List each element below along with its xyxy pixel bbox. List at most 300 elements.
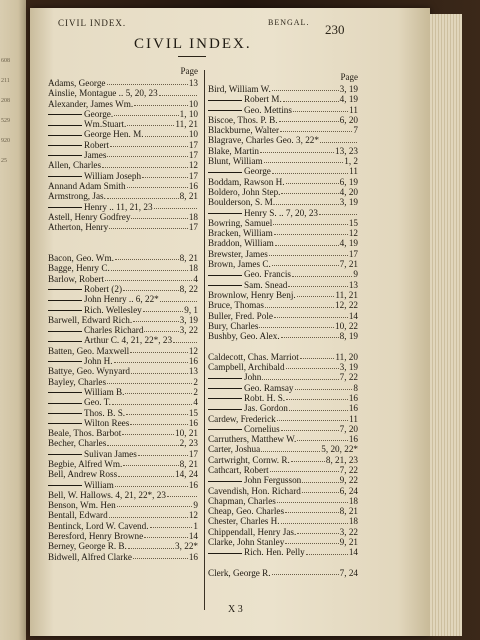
leader-dots bbox=[306, 547, 348, 554]
entry-name: John bbox=[208, 372, 261, 382]
facing-page-text: 529 bbox=[1, 118, 10, 124]
entry-name: George bbox=[208, 166, 271, 176]
entry-name: Geo. Mettins bbox=[208, 105, 292, 115]
entry-name: Geo. Francis bbox=[208, 269, 291, 279]
entry-pages: 18 bbox=[348, 516, 358, 527]
leader-dots bbox=[281, 424, 339, 431]
leader-dots bbox=[107, 191, 179, 198]
entry-pages: 3, 19 bbox=[339, 84, 358, 94]
entry-pages: 7, 24 bbox=[339, 567, 358, 578]
index-entry bbox=[48, 397, 198, 407]
entry-name: Blunt, William bbox=[208, 156, 263, 167]
entry-name: Ainslie, Montague .. 5, 20, 23 bbox=[48, 88, 158, 99]
entry-name: Caldecott, Chas. Marriot bbox=[208, 351, 299, 362]
entry-name: Cornelius bbox=[208, 424, 280, 434]
index-entry bbox=[208, 321, 358, 331]
entry-pages: 18 bbox=[188, 263, 198, 274]
index-entry bbox=[208, 166, 358, 176]
index-entry bbox=[208, 311, 358, 321]
index-entry bbox=[208, 280, 358, 290]
entry-pages: 14 bbox=[348, 547, 358, 558]
entry-name: James bbox=[48, 150, 106, 160]
entry-name: Cardew, Frederick bbox=[208, 413, 276, 424]
entry-name: Clerk, George R. bbox=[208, 567, 271, 578]
entry-pages: 4, 19 bbox=[339, 94, 358, 105]
entry-name: Annand Adam Smith bbox=[48, 180, 126, 191]
leader-dots bbox=[160, 294, 197, 301]
leader-dots bbox=[288, 280, 347, 287]
section-heading: BENGAL. bbox=[268, 18, 310, 27]
entry-pages: 10 bbox=[188, 129, 198, 140]
entry-name: Bentall, Edward bbox=[48, 510, 108, 521]
index-entry bbox=[208, 94, 358, 104]
leader-dots bbox=[275, 238, 339, 245]
entry-pages: 1, 10 bbox=[179, 108, 198, 119]
entry-pages: 9, 21 bbox=[339, 537, 358, 548]
entry-pages: 18 bbox=[188, 211, 198, 222]
signature-mark: X 3 bbox=[228, 604, 243, 615]
entry-name: Buller, Fred. Pole bbox=[208, 310, 273, 321]
index-entry bbox=[208, 547, 358, 557]
index-entry bbox=[208, 352, 358, 362]
leader-dots bbox=[281, 187, 338, 194]
entry-pages: 14, 24 bbox=[175, 469, 198, 480]
entry-name: Robert bbox=[48, 140, 109, 150]
entry-gap bbox=[48, 243, 198, 253]
entry-name: Robert M. bbox=[208, 94, 282, 104]
leader-dots bbox=[295, 383, 353, 390]
leader-dots bbox=[300, 352, 335, 359]
index-entry bbox=[208, 455, 358, 465]
leader-dots bbox=[265, 300, 334, 307]
entry-name: Bracken, William bbox=[208, 228, 273, 239]
entry-name: Rich. Wellesley bbox=[48, 305, 142, 315]
entry-pages: 8, 19 bbox=[339, 331, 358, 342]
index-entry bbox=[48, 469, 198, 479]
entry-pages: 2, 23 bbox=[179, 438, 198, 449]
entry-pages: 3, 19 bbox=[339, 362, 358, 373]
entry-pages: 13 bbox=[188, 78, 198, 88]
index-entry bbox=[48, 408, 198, 418]
leader-dots bbox=[144, 325, 178, 332]
index-entry bbox=[48, 510, 198, 520]
entry-name: Robert (2) bbox=[48, 284, 122, 294]
index-entry bbox=[48, 418, 198, 428]
leader-dots bbox=[150, 521, 193, 528]
leader-dots bbox=[270, 465, 339, 472]
entry-name: Henry S. .. 7, 20, 23 bbox=[208, 208, 318, 218]
entry-pages: 16 bbox=[348, 392, 358, 403]
entry-name: Cheap, Geo. Charles bbox=[208, 506, 285, 517]
page-number: 230 bbox=[325, 22, 345, 37]
entry-pages: 16 bbox=[188, 551, 198, 562]
entry-pages: 8, 21, 23 bbox=[325, 454, 358, 465]
index-entry bbox=[48, 171, 198, 181]
index-entry bbox=[48, 521, 198, 531]
index-entry bbox=[48, 366, 198, 376]
entry-name: Chester, Charles H. bbox=[208, 516, 280, 527]
leader-dots bbox=[262, 372, 338, 379]
index-entry bbox=[48, 377, 198, 387]
leader-dots bbox=[286, 362, 339, 369]
index-entry bbox=[208, 486, 358, 496]
entry-name: George Hen. M. bbox=[48, 129, 144, 139]
leader-dots bbox=[127, 181, 188, 188]
index-entry bbox=[208, 424, 358, 434]
entry-name: Rich. Hen. Pelly bbox=[208, 547, 305, 557]
leader-dots bbox=[142, 171, 188, 178]
index-entry bbox=[208, 208, 358, 218]
entry-name: Boulderson, S. M. bbox=[208, 197, 276, 208]
entry-pages: 13 bbox=[348, 279, 358, 290]
entry-pages: 6, 20 bbox=[339, 114, 358, 125]
leader-dots bbox=[130, 418, 188, 425]
entry-pages: 2 bbox=[193, 376, 198, 387]
leader-dots bbox=[105, 274, 192, 281]
entry-name: John H. bbox=[48, 356, 113, 366]
index-entry bbox=[48, 335, 198, 345]
entry-pages: 7, 22 bbox=[339, 372, 358, 383]
column-divider bbox=[204, 70, 205, 610]
entry-pages: 4, 20 bbox=[339, 186, 358, 197]
entry-pages: 15 bbox=[348, 217, 358, 228]
index-entry bbox=[48, 438, 198, 448]
index-entry bbox=[48, 531, 198, 541]
running-title-faint: CIVIL INDEX. bbox=[58, 18, 127, 28]
leader-dots bbox=[289, 403, 348, 410]
index-entry bbox=[208, 383, 358, 393]
entry-name: Blake, Martin bbox=[208, 145, 260, 156]
index-entry bbox=[48, 459, 198, 469]
index-entry bbox=[48, 325, 198, 335]
entry-pages: 17 bbox=[188, 170, 198, 181]
leader-dots bbox=[123, 459, 178, 466]
entry-name: Alexander, James Wm. bbox=[48, 98, 134, 109]
leader-dots bbox=[173, 335, 197, 342]
entry-name: Biscoe, Thos. P. B. bbox=[208, 114, 278, 125]
entry-name: William bbox=[48, 480, 114, 490]
index-entry bbox=[208, 403, 358, 413]
index-entry bbox=[48, 222, 198, 232]
leader-dots bbox=[128, 541, 174, 548]
index-entry bbox=[48, 449, 198, 459]
index-entry bbox=[48, 88, 198, 98]
leader-dots bbox=[134, 99, 188, 106]
entry-name: Henry .. 11, 21, 23 bbox=[48, 202, 153, 212]
entry-pages: 5, 20, 22* bbox=[321, 444, 358, 455]
entry-pages: 11 bbox=[349, 166, 358, 177]
entry-pages: 4, 19 bbox=[339, 238, 358, 249]
entry-pages: 3, 22 bbox=[339, 526, 358, 537]
facing-page-text: 608 bbox=[1, 58, 10, 64]
entry-pages: 14 bbox=[348, 310, 358, 321]
leader-dots bbox=[123, 284, 179, 291]
entry-pages: 1 bbox=[193, 520, 198, 531]
facing-page-text: 208 bbox=[1, 98, 10, 104]
leader-dots bbox=[115, 253, 179, 260]
leader-dots bbox=[144, 531, 188, 538]
leader-dots bbox=[274, 228, 348, 235]
index-entry bbox=[48, 191, 198, 201]
entry-pages: 1, 2 bbox=[344, 156, 358, 167]
entry-pages: 17 bbox=[348, 248, 358, 259]
entry-pages: 17 bbox=[188, 139, 198, 150]
entry-name: Bell, W. Hallows. 4, 21, 22*, 23 bbox=[48, 489, 166, 500]
entry-pages: 17 bbox=[188, 222, 198, 233]
column-heading: Page bbox=[180, 66, 198, 76]
entry-name: Robt. H. S. bbox=[208, 393, 285, 403]
index-entry bbox=[48, 428, 198, 438]
index-entry bbox=[48, 541, 198, 551]
leader-dots bbox=[118, 469, 174, 476]
leader-dots bbox=[154, 202, 197, 209]
entry-name: Brown, James C. bbox=[208, 259, 271, 270]
entry-name: Jas. Gordon bbox=[208, 403, 288, 413]
entry-name: George. bbox=[48, 109, 113, 119]
leader-dots bbox=[167, 490, 197, 497]
entry-name: Cavendish, Hon. Richard bbox=[208, 485, 301, 496]
index-entry bbox=[48, 212, 198, 222]
entry-name: Chapman, Charles bbox=[208, 495, 276, 506]
leader-dots bbox=[297, 290, 335, 297]
entry-pages: 10, 21 bbox=[175, 428, 198, 439]
entry-pages: 4 bbox=[193, 273, 198, 284]
entry-name: Sulivan James bbox=[48, 449, 137, 459]
leader-dots bbox=[280, 125, 352, 132]
index-entry bbox=[48, 294, 198, 304]
entry-pages: 11, 20 bbox=[335, 351, 358, 362]
index-column-left bbox=[48, 66, 198, 562]
leader-dots bbox=[302, 475, 338, 482]
entry-pages: 11, 21 bbox=[335, 289, 358, 300]
leader-dots bbox=[261, 444, 320, 451]
index-entry bbox=[208, 177, 358, 187]
leader-dots bbox=[109, 510, 188, 517]
leader-dots bbox=[127, 119, 174, 126]
entry-pages: 13, 23 bbox=[335, 145, 358, 156]
index-entry bbox=[208, 414, 358, 424]
index-entry bbox=[208, 218, 358, 228]
index-entry bbox=[208, 146, 358, 156]
facing-page-text: 25 bbox=[1, 158, 7, 164]
entry-name: Blackburne, Walter bbox=[208, 125, 280, 136]
leader-dots bbox=[107, 150, 187, 157]
entry-pages: 7, 22 bbox=[339, 464, 358, 475]
leader-dots bbox=[273, 218, 348, 225]
entry-pages: 16 bbox=[188, 417, 198, 428]
entry-name: Geo. Ramsay bbox=[208, 383, 294, 393]
index-entry bbox=[208, 434, 358, 444]
entry-pages: 9, 22 bbox=[339, 475, 358, 486]
leader-dots bbox=[276, 197, 338, 204]
entry-pages: 17 bbox=[188, 448, 198, 459]
entry-pages: 8, 21 bbox=[179, 253, 198, 264]
entry-name: Battye, Geo. Wynyard bbox=[48, 366, 130, 377]
entry-pages: 10 bbox=[188, 98, 198, 109]
entry-name: Atherton, Henry bbox=[48, 222, 109, 233]
index-entry bbox=[48, 202, 198, 212]
page-title: CIVIL INDEX. bbox=[134, 36, 252, 52]
index-entry bbox=[48, 253, 198, 263]
leader-dots bbox=[297, 434, 348, 441]
entry-name: Carruthers, Matthew W. bbox=[208, 434, 297, 445]
page-block-edge bbox=[430, 14, 462, 636]
index-entry bbox=[208, 269, 358, 279]
leader-dots bbox=[109, 222, 188, 229]
entry-pages: 8, 21 bbox=[179, 191, 198, 202]
leader-dots bbox=[272, 84, 339, 91]
entry-name: Carter, Joshua bbox=[208, 444, 261, 455]
index-entry bbox=[48, 480, 198, 490]
index-entry bbox=[48, 129, 198, 139]
index-entry bbox=[48, 263, 198, 273]
index-entry bbox=[208, 331, 358, 341]
entry-pages: 16 bbox=[188, 356, 198, 367]
entry-name: Bird, William W. bbox=[208, 84, 271, 94]
leader-dots bbox=[145, 129, 188, 136]
leader-dots bbox=[117, 500, 193, 507]
entry-pages: 6, 19 bbox=[339, 176, 358, 187]
title-rule bbox=[178, 56, 206, 57]
entry-name: Bell, Andrew Ross bbox=[48, 469, 118, 480]
index-entry bbox=[208, 105, 358, 115]
leader-dots bbox=[286, 393, 348, 400]
entry-pages: 8 bbox=[353, 382, 358, 393]
entry-pages: 8, 21 bbox=[179, 458, 198, 469]
index-entry bbox=[208, 300, 358, 310]
index-entry bbox=[208, 125, 358, 135]
index-entry bbox=[48, 305, 198, 315]
entry-pages: 16 bbox=[348, 403, 358, 414]
entry-name: Geo. T. bbox=[48, 397, 111, 407]
entry-name: Thos. B. S. bbox=[48, 408, 125, 418]
entry-name: William B. bbox=[48, 387, 124, 397]
index-entry bbox=[208, 187, 358, 197]
entry-name: Blagrave, Charles Geo. 3, 22* bbox=[208, 135, 319, 146]
entry-pages: 16 bbox=[188, 180, 198, 191]
entry-pages: 8, 22 bbox=[179, 283, 198, 294]
leader-dots bbox=[114, 356, 188, 363]
index-entry bbox=[48, 160, 198, 170]
index-entry bbox=[208, 516, 358, 526]
leader-dots bbox=[272, 166, 348, 173]
leader-dots bbox=[277, 496, 348, 503]
entry-name: Clarke, John Stanley bbox=[208, 537, 285, 548]
entry-name: William Joseph bbox=[48, 171, 141, 181]
leader-dots bbox=[283, 94, 339, 101]
entry-pages: 12, 22 bbox=[335, 300, 358, 311]
leader-dots bbox=[159, 88, 197, 95]
entry-name: Begbie, Alfred Wm. bbox=[48, 458, 123, 469]
index-entry bbox=[48, 109, 198, 119]
entry-name: Barwell, Edward Rich. bbox=[48, 314, 133, 325]
leader-dots bbox=[292, 269, 352, 276]
entry-name: Sam. Snead bbox=[208, 280, 287, 290]
index-entry bbox=[208, 465, 358, 475]
index-entry bbox=[48, 315, 198, 325]
entry-name: Brewster, James bbox=[208, 248, 268, 259]
leader-dots bbox=[274, 311, 348, 318]
index-entry bbox=[208, 238, 358, 248]
index-entry bbox=[48, 490, 198, 500]
index-entry bbox=[48, 500, 198, 510]
index-entry bbox=[208, 84, 358, 94]
entry-pages: 3, 19 bbox=[339, 197, 358, 208]
index-entry bbox=[48, 140, 198, 150]
entry-pages: 15 bbox=[188, 407, 198, 418]
entry-name: Wilton Rees bbox=[48, 418, 129, 428]
index-entry bbox=[208, 496, 358, 506]
index-entry bbox=[48, 99, 198, 109]
leader-dots bbox=[297, 527, 338, 534]
leader-dots bbox=[281, 516, 348, 523]
index-entry bbox=[208, 249, 358, 259]
leader-dots bbox=[272, 568, 339, 575]
leader-dots bbox=[291, 455, 325, 462]
leader-dots bbox=[277, 414, 348, 421]
entry-name: Barlow, Robert bbox=[48, 273, 105, 284]
leader-dots bbox=[112, 397, 192, 404]
leader-dots bbox=[285, 506, 339, 513]
index-entry bbox=[208, 372, 358, 382]
leader-dots bbox=[279, 115, 339, 122]
entry-name: Cartwright, Cornw. R. bbox=[208, 454, 290, 465]
index-entry bbox=[208, 156, 358, 166]
index-entry bbox=[208, 393, 358, 403]
leader-dots bbox=[107, 377, 192, 384]
entry-name: Bidwell, Alfred Clarke bbox=[48, 551, 132, 562]
leader-dots bbox=[264, 156, 344, 163]
index-entry bbox=[208, 197, 358, 207]
entry-pages: 6, 24 bbox=[339, 485, 358, 496]
entry-pages: 14 bbox=[188, 531, 198, 542]
entry-pages: 11 bbox=[349, 104, 358, 115]
entry-pages: 12 bbox=[188, 160, 198, 171]
entry-name: John Henry .. 6, 22* bbox=[48, 294, 159, 304]
index-entry bbox=[208, 228, 358, 238]
leader-dots bbox=[111, 263, 188, 270]
leader-dots bbox=[131, 366, 188, 373]
leader-dots bbox=[286, 177, 339, 184]
facing-page-edge bbox=[0, 0, 26, 640]
entry-name: Cathcart, Robert bbox=[208, 464, 269, 475]
entry-pages: 18 bbox=[348, 495, 358, 506]
entry-name: Bagge, Henry C. bbox=[48, 263, 110, 274]
leader-dots bbox=[302, 486, 339, 493]
entry-pages: 10, 22 bbox=[335, 320, 358, 331]
entry-pages: 7 bbox=[353, 125, 358, 136]
index-entry bbox=[48, 274, 198, 284]
entry-pages: 7, 21 bbox=[339, 259, 358, 270]
entry-name: Benson, Wm. Hen bbox=[48, 500, 116, 511]
entry-name: Braddon, William bbox=[208, 238, 274, 249]
entry-pages: 16 bbox=[348, 434, 358, 445]
entry-pages: 11 bbox=[349, 413, 358, 424]
leader-dots bbox=[143, 305, 183, 312]
leader-dots bbox=[126, 408, 188, 415]
entry-pages: 8, 21 bbox=[339, 506, 358, 517]
index-entry bbox=[48, 346, 198, 356]
entry-gap bbox=[208, 558, 358, 568]
entry-name: Campbell, Archibald bbox=[208, 362, 285, 373]
leader-dots bbox=[102, 160, 188, 167]
entry-name: Boddam, Rawson H. bbox=[208, 176, 285, 187]
entry-name: Berney, George R. B. bbox=[48, 541, 127, 552]
leader-dots bbox=[133, 315, 178, 322]
entry-name: Bacon, Geo. Wm. bbox=[48, 253, 114, 264]
leader-dots bbox=[110, 140, 188, 147]
index-entry bbox=[208, 135, 358, 145]
